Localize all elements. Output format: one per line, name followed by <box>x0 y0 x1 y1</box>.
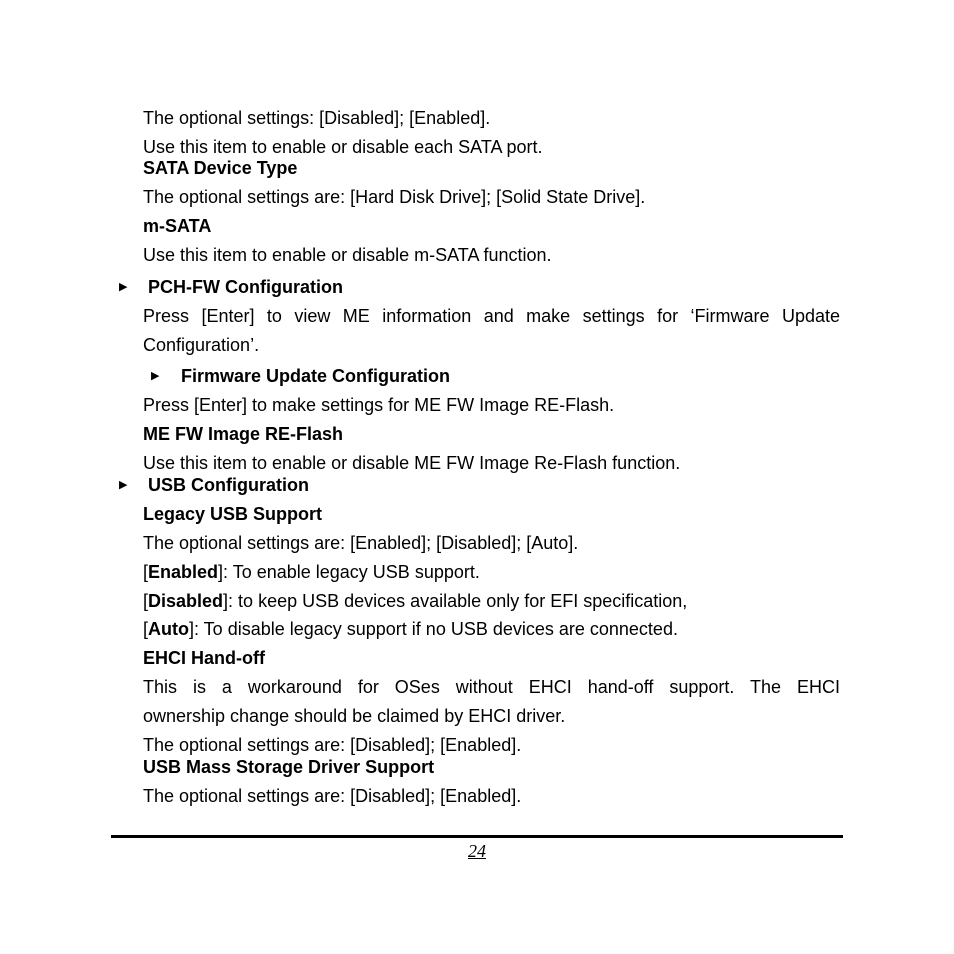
heading-legacy-usb-support: Legacy USB Support <box>143 504 323 524</box>
disabled-keyword: Disabled <box>148 591 224 611</box>
heading-msata: m-SATA <box>143 216 212 236</box>
line-usb-mass-storage-options: The optional settings are: [Disabled]; [Enabled]. <box>143 786 522 806</box>
line-legacy-usb-options: The optional settings are: [Enabled]; [Disabled]; [Auto]. <box>143 533 579 553</box>
line-enable-sata-port: Use this item to enable or disable each SATA port. <box>143 137 543 157</box>
line-pch-fw-desc: Press [Enter] to view ME information and make settings for ‘Firmware Update <box>143 306 840 326</box>
auto-description: ]: To disable legacy support if no USB devices are connected. <box>189 619 678 639</box>
bullet-icon: ▶ <box>119 281 128 293</box>
line-msata-desc: Use this item to enable or disable m-SATA function. <box>143 245 552 265</box>
disabled-description: ]: to keep USB devices available only for EFI specification, <box>223 591 688 611</box>
line-sata-device-type-options: The optional settings are: [Hard Disk Drive]; [Solid State Drive]. <box>143 187 646 207</box>
heading-usb-configuration: USB Configuration <box>148 475 309 495</box>
line-disabled-desc: [Disabled]: to keep USB devices available only for EFI specification, <box>143 591 688 611</box>
heading-firmware-update-configuration: Firmware Update Configuration <box>181 366 451 386</box>
line-me-fw-desc: Use this item to enable or disable ME FW Image Re-Flash function. <box>143 453 681 473</box>
footer-rule <box>111 835 843 838</box>
bullet-icon: ▶ <box>119 479 128 491</box>
line-ehci-options: The optional settings are: [Disabled]; [Enabled]. <box>143 735 522 755</box>
page-number: 24 <box>468 841 486 861</box>
line-pch-fw-desc-cont: Configuration’. <box>143 335 260 355</box>
bullet-icon: ▶ <box>151 370 160 382</box>
line-firmware-update-desc: Press [Enter] to make settings for ME FW Image RE-Flash. <box>143 395 615 415</box>
line-optional-settings-sata-port: The optional settings: [Disabled]; [Enabled]. <box>143 108 491 128</box>
heading-usb-mass-storage-driver-support: USB Mass Storage Driver Support <box>143 757 435 777</box>
line-enabled-desc: [Enabled]: To enable legacy USB support. <box>143 562 480 582</box>
auto-keyword: Auto <box>148 619 189 639</box>
line-ehci-desc-cont: ownership change should be claimed by EHCI driver. <box>143 706 566 726</box>
line-ehci-desc: This is a workaround for OSes without EHCI hand-off support. The EHCI <box>143 677 840 697</box>
heading-pch-fw-configuration: PCH-FW Configuration <box>148 277 343 297</box>
enabled-keyword: Enabled <box>148 562 219 582</box>
enabled-description: ]: To enable legacy USB support. <box>218 562 480 582</box>
heading-me-fw-image-reflash: ME FW Image RE-Flash <box>143 424 344 444</box>
line-auto-desc: [Auto]: To disable legacy support if no USB devices are connected. <box>143 619 678 639</box>
heading-ehci-hand-off: EHCI Hand-off <box>143 648 265 668</box>
heading-sata-device-type: SATA Device Type <box>143 158 298 178</box>
